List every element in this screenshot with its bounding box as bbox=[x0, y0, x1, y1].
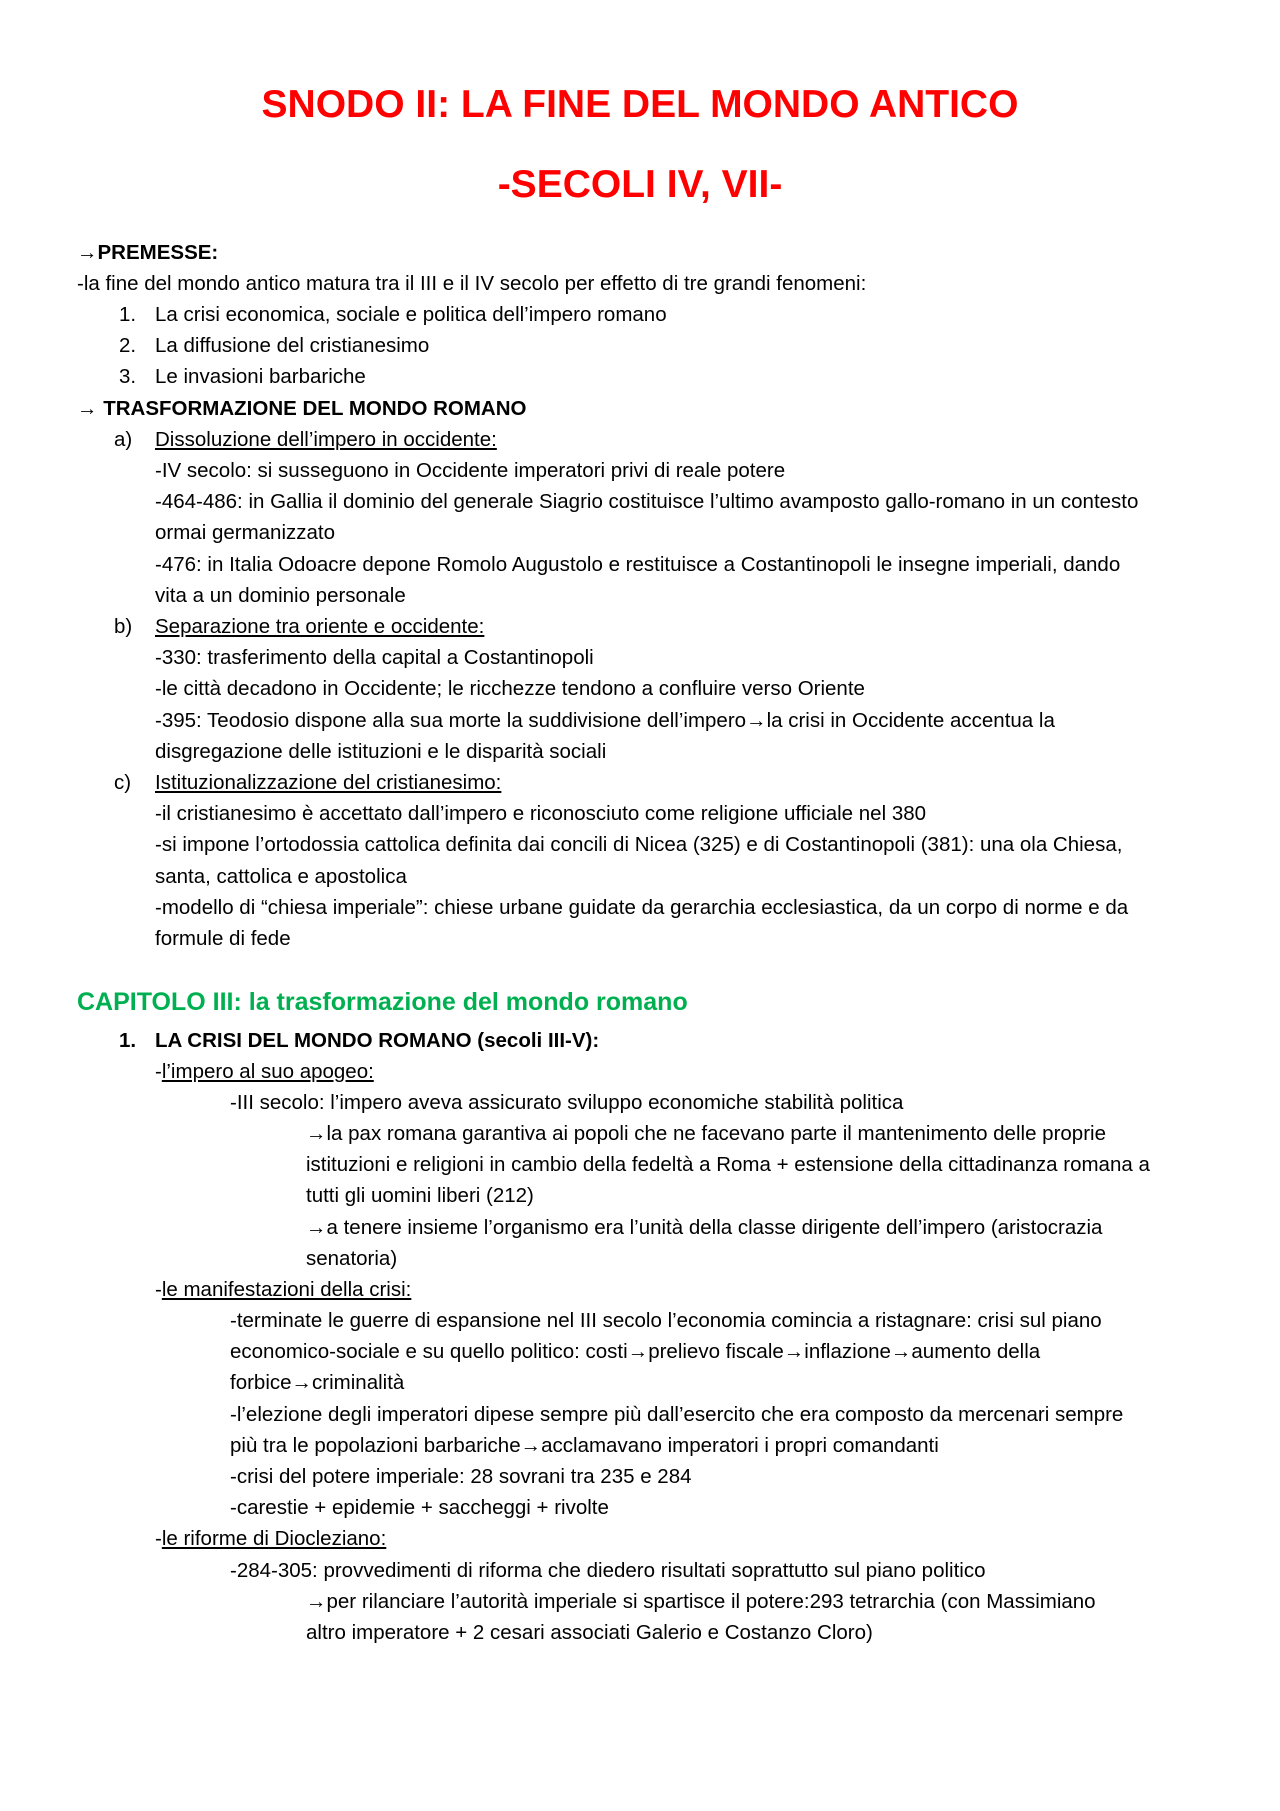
right-arrow-icon: → bbox=[520, 1434, 542, 1457]
list-item-marker: 1. bbox=[119, 303, 137, 326]
section-title: Dissoluzione dell’impero in occidente: bbox=[155, 428, 497, 451]
subsection-title: -l’impero al suo apogeo: bbox=[155, 1060, 374, 1083]
text-line: ormai germanizzato bbox=[155, 521, 336, 544]
text-line: più tra le popolazioni barbariche→acclamavano imperatori i propri comandanti bbox=[230, 1434, 939, 1457]
text-line: disgregazione delle istituzioni e le disparità sociali bbox=[155, 740, 607, 763]
subsection-title: -le manifestazioni della crisi: bbox=[155, 1278, 412, 1301]
text-line: forbice→criminalità bbox=[230, 1371, 405, 1394]
section-marker: c) bbox=[114, 771, 132, 794]
text-line: -il cristianesimo è accettato dall’impero e riconosciuto come religione ufficiale nel 380 bbox=[155, 802, 927, 825]
text-line: -modello di “chiesa imperiale”: chiese urbane guidate da gerarchia ecclesiastica, da un corpo di norme e da bbox=[155, 896, 1129, 919]
premesse-intro: -la fine del mondo antico matura tra il III e il IV secolo per effetto di tre grandi fenomeni: bbox=[77, 272, 867, 295]
right-arrow-icon: → bbox=[306, 1590, 327, 1613]
premesse-heading: →PREMESSE: bbox=[77, 241, 219, 264]
section-title: Separazione tra oriente e occidente: bbox=[155, 615, 485, 638]
text-line: -terminate le guerre di espansione nel III secolo l’economia comincia a ristagnare: crisi sul piano bbox=[230, 1309, 1102, 1332]
text-line: altro imperatore + 2 cesari associati Galerio e Costanzo Cloro) bbox=[306, 1621, 873, 1644]
right-arrow-icon: → bbox=[746, 709, 767, 732]
point-marker: 1. bbox=[119, 1029, 137, 1052]
text-line: vita a un dominio personale bbox=[155, 584, 406, 607]
text-line: →la pax romana garantiva ai popoli che ne facevano parte il mantenimento delle proprie bbox=[306, 1122, 1106, 1145]
text-line: -le città decadono in Occidente; le ricchezze tendono a confluire verso Oriente bbox=[155, 677, 865, 700]
text-line: -l’elezione degli imperatori dipese sempre più dall’esercito che era composto da mercenari sempre bbox=[230, 1403, 1124, 1426]
text-line: →a tenere insieme l’organismo era l’unità della classe dirigente dell’impero (aristocrazia bbox=[306, 1216, 1103, 1239]
text-line: -330: trasferimento della capital a Costantinopoli bbox=[155, 646, 594, 669]
list-item: La diffusione del cristianesimo bbox=[155, 334, 430, 357]
right-arrow-icon: → bbox=[77, 241, 98, 264]
text-line: -crisi del potere imperiale: 28 sovrani tra 235 e 284 bbox=[230, 1465, 692, 1488]
section-title: Istituzionalizzazione del cristianesimo: bbox=[155, 771, 502, 794]
document-subtitle: -SECOLI IV, VII- bbox=[497, 163, 783, 206]
trasformazione-heading: → TRASFORMAZIONE DEL MONDO ROMANO bbox=[77, 397, 527, 420]
text-line: -carestie + epidemie + saccheggi + rivolte bbox=[230, 1496, 609, 1519]
right-arrow-icon: → bbox=[77, 397, 98, 420]
text-line: senatoria) bbox=[306, 1247, 398, 1270]
text-line: tutti gli uomini liberi (212) bbox=[306, 1184, 534, 1207]
section-marker: b) bbox=[114, 615, 133, 638]
right-arrow-icon: → bbox=[783, 1340, 805, 1363]
text-line: -476: in Italia Odoacre depone Romolo Augustolo e restituisce a Costantinopoli le insegne imperiali, dando bbox=[155, 553, 1121, 576]
right-arrow-icon: → bbox=[890, 1340, 912, 1363]
list-item: La crisi economica, sociale e politica dell’impero romano bbox=[155, 303, 667, 326]
text-line: -IV secolo: si susseguono in Occidente imperatori privi di reale potere bbox=[155, 459, 786, 482]
right-arrow-icon: → bbox=[627, 1340, 649, 1363]
right-arrow-icon: → bbox=[306, 1122, 327, 1145]
right-arrow-icon: → bbox=[291, 1371, 313, 1394]
right-arrow-icon: → bbox=[306, 1216, 327, 1239]
list-item-marker: 3. bbox=[119, 365, 137, 388]
text-line: santa, cattolica e apostolica bbox=[155, 865, 407, 888]
text-line: formule di fede bbox=[155, 927, 291, 950]
text-line: istituzioni e religioni in cambio della fedeltà a Roma + estensione della cittadinanza romana a bbox=[306, 1153, 1150, 1176]
point-heading: LA CRISI DEL MONDO ROMANO (secoli III-V): bbox=[155, 1029, 600, 1052]
list-item-marker: 2. bbox=[119, 334, 137, 357]
subsection-title: -le riforme di Diocleziano: bbox=[155, 1527, 387, 1550]
text-line: →per rilanciare l’autorità imperiale si spartisce il potere:293 tetrarchia (con Massimiano bbox=[306, 1590, 1096, 1613]
chapter-heading: CAPITOLO III: la trasformazione del mondo romano bbox=[77, 988, 688, 1016]
text-line: -III secolo: l’impero aveva assicurato sviluppo economiche stabilità politica bbox=[230, 1091, 904, 1114]
text-line: -284-305: provvedimenti di riforma che diedero risultati soprattutto sul piano politico bbox=[230, 1559, 986, 1582]
document-title: SNODO II: LA FINE DEL MONDO ANTICO bbox=[261, 83, 1019, 126]
text-line: -si impone l’ortodossia cattolica definita dai concili di Nicea (325) e di Costantinopoli (381): una ola Chiesa, bbox=[155, 833, 1123, 856]
text-line: -395: Teodosio dispone alla sua morte la suddivisione dell’impero→la crisi in Occidente accentua la bbox=[155, 709, 1055, 732]
text-line: economico-sociale e su quello politico: costi→prelievo fiscale→inflazione→aumento della bbox=[230, 1340, 1041, 1363]
text-line: -464-486: in Gallia il dominio del generale Siagrio costituisce l’ultimo avamposto gallo-romano in un contesto bbox=[155, 490, 1139, 513]
list-item: Le invasioni barbariche bbox=[155, 365, 366, 388]
section-marker: a) bbox=[114, 428, 133, 451]
